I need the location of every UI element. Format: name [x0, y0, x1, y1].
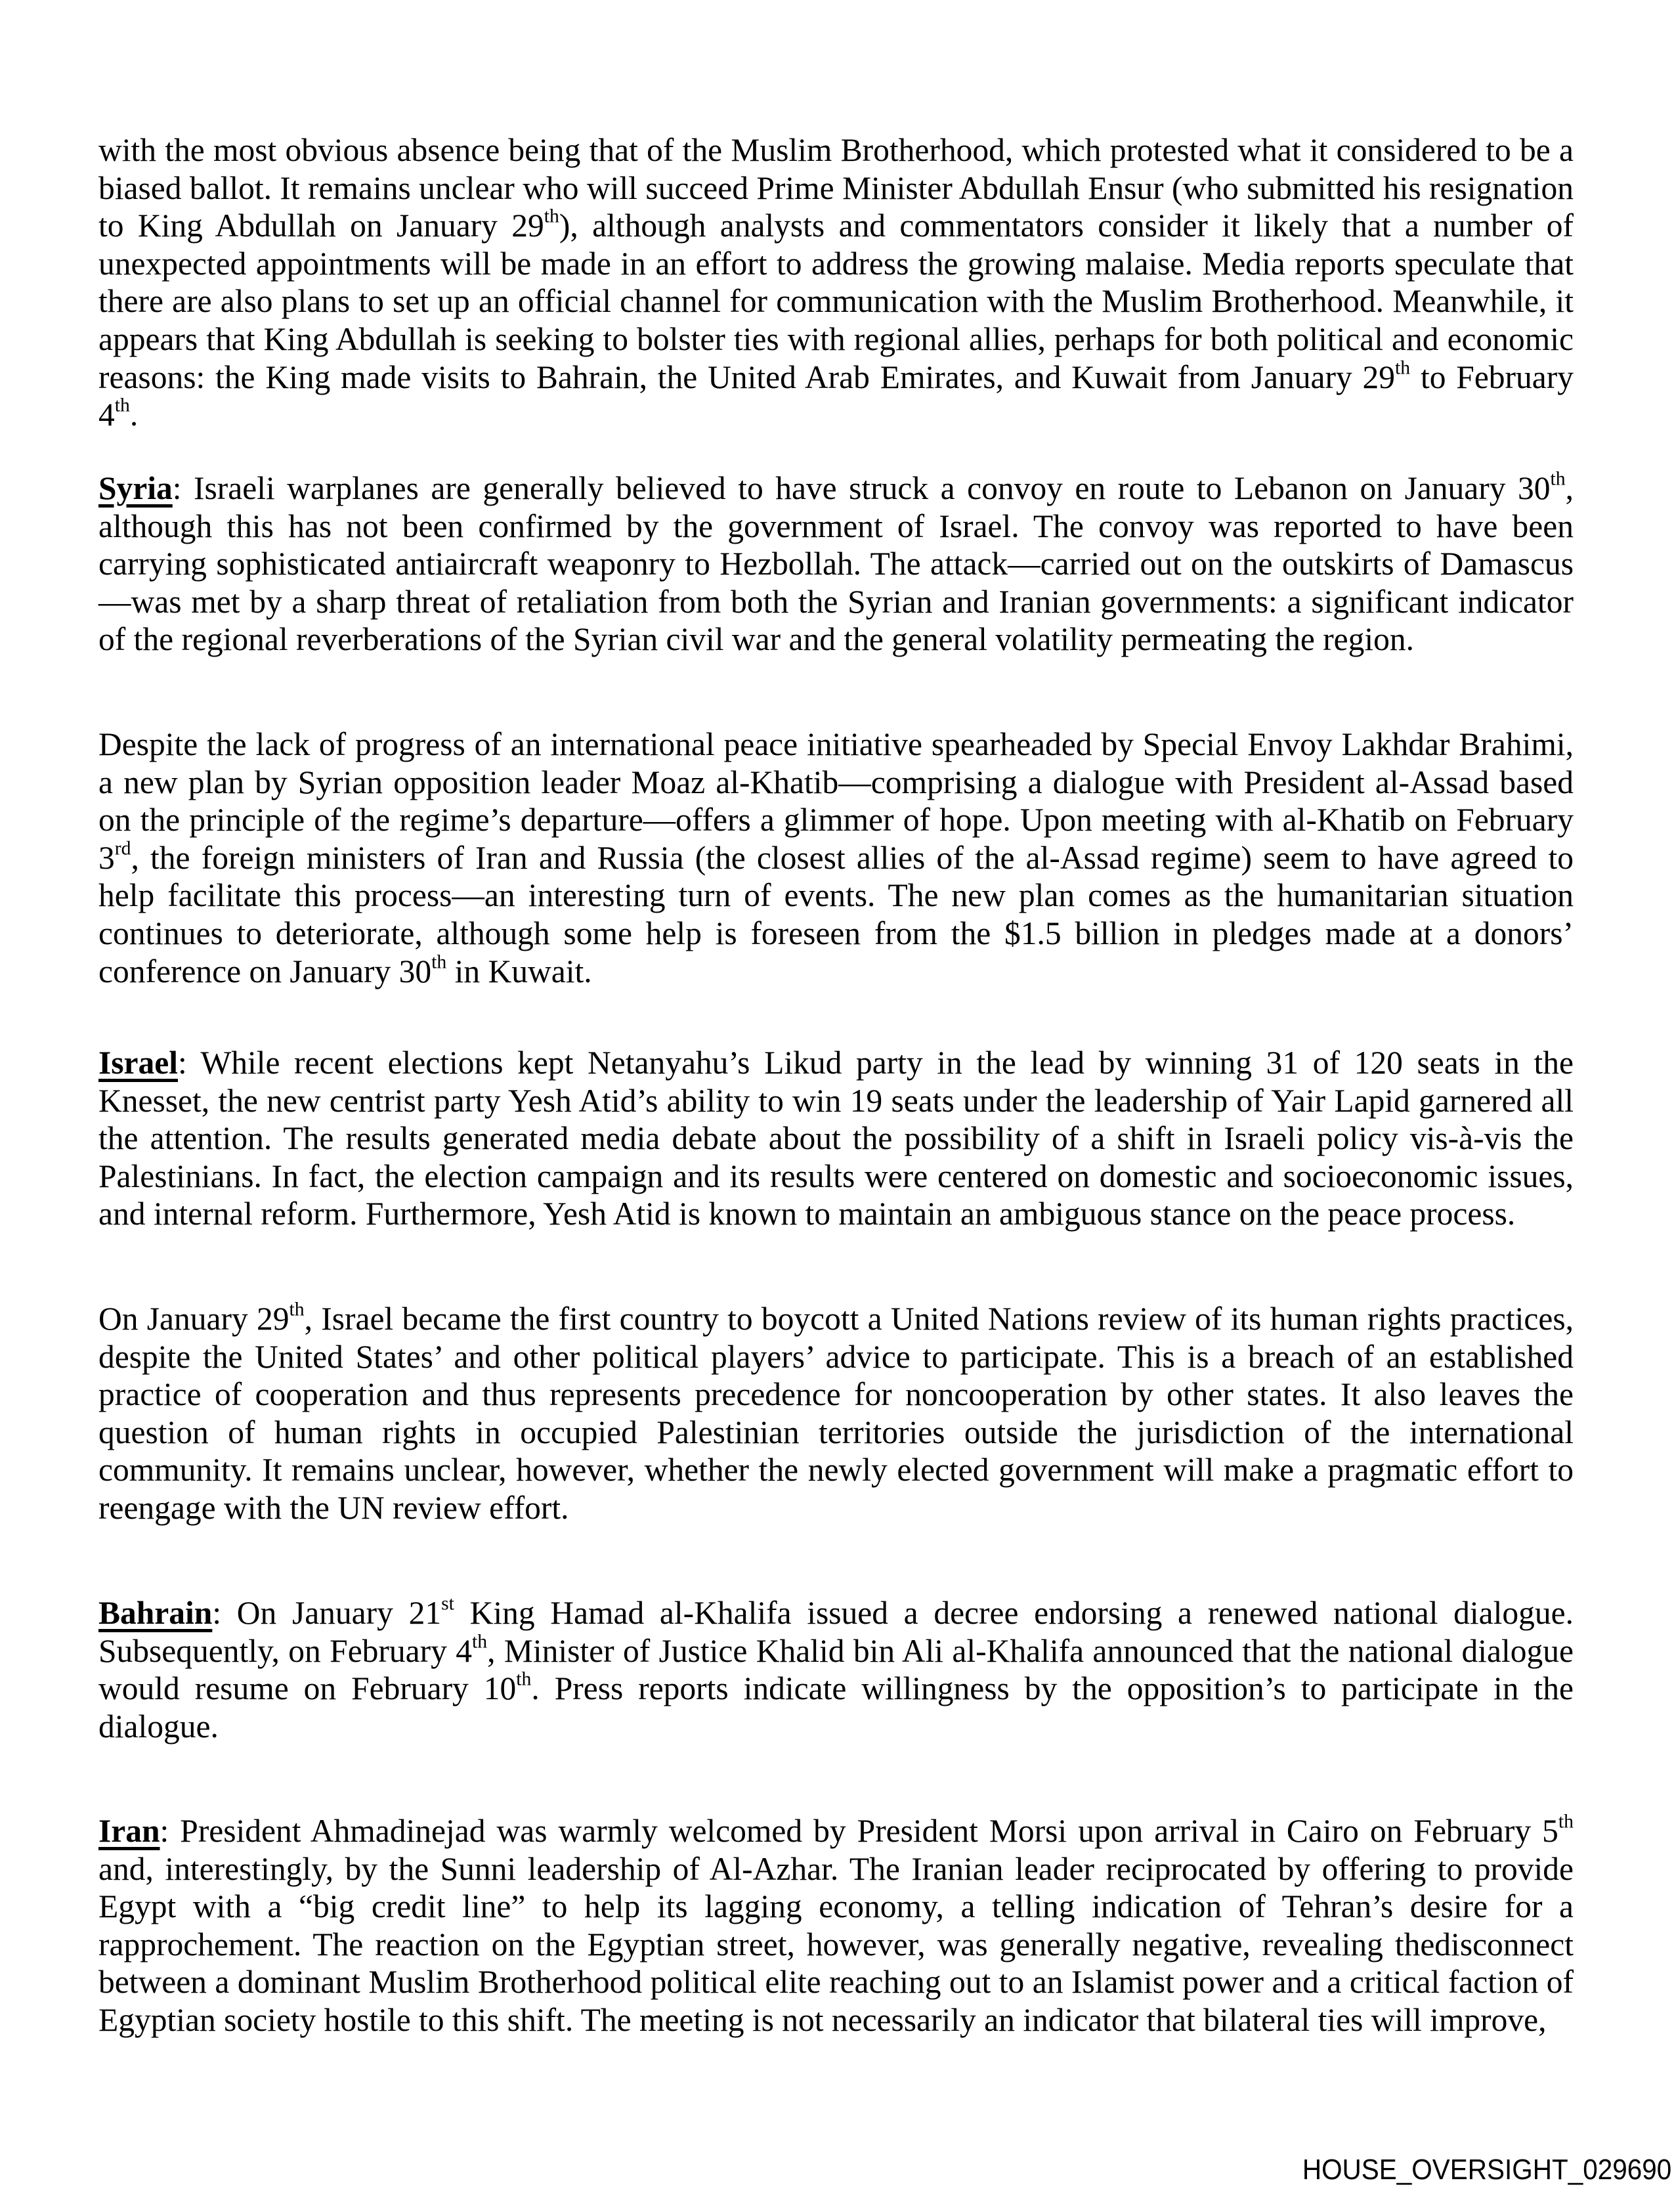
paragraph-text: to February 4: [98, 358, 1574, 433]
paragraph-text: : President Ahmadinejad was warmly welcomed by President Morsi upon arrival in Cairo on February 5: [160, 1813, 1558, 1849]
paragraph-bahrain: [98, 1594, 1574, 1745]
section-heading: Bahrain: [98, 1595, 213, 1631]
paragraph-jordan-continued: [98, 131, 1574, 434]
paragraph-text: Despite the lack of progress of an international peace initiative spearheaded by Special Envoy Lakhdar Brahimi, a new plan by Syrian opposition leader Moaz al-Khatib—comprising a dialogue with President al-Assad based on the principle of the regime’s departure—offers a glimmer of hope. Upon meeting with al-Khatib on February 3: [98, 726, 1574, 876]
paragraph-text: King Hamad al-Khalifa issued a decree endorsing a renewed national dialogue. Subsequently, on February 4: [98, 1595, 1574, 1669]
paragraph-text: in Kuwait.: [446, 953, 592, 989]
bates-number-footer: HOUSE_OVERSIGHT_029690: [1302, 2154, 1672, 2186]
paragraph-text: and, interestingly, by the Sunni leadership of Al-Azhar. The Iranian leader reciprocated by offering to provide Egypt with a “big credit line” to help its lagging economy, a telling indication of Tehran’s desire for a rapprochement. The reaction on the Egyptian street, however, was generally negative, revealing thedisconnect between a dominant Muslim Brotherhood political elite reaching out to an Islamist power and a critical faction of Egyptian society hostile to this shift. The meeting is not necessarily an indicator that bilateral ties will improve,: [98, 1850, 1574, 2038]
paragraph-text: ), although analysts and commentators consider it likely that a number of unexpected appointments will be made in an effort to address the growing malaise. Media reports speculate that there are also plans to set up an official channel for communication with the Muslim Brotherhood. Meanwhile, it appears that King Abdullah is seeking to bolster ties with regional allies, perhaps for both political and economic reasons: the King made visits to Bahrain, the United Arab Emirates, and Kuwait from January 29: [98, 207, 1574, 395]
ordinal-suffix: th: [516, 1668, 532, 1690]
paragraph-text: . Press reports indicate willingness by the opposition’s to participate in the dialogue.: [98, 1670, 1574, 1745]
section-heading: Syria: [98, 470, 173, 506]
ordinal-suffix: th: [1395, 357, 1411, 379]
paragraph-syria-peace-plan: [98, 726, 1574, 990]
ordinal-suffix: st: [441, 1593, 454, 1615]
paragraph-syria: [98, 469, 1574, 659]
ordinal-suffix: rd: [114, 838, 131, 859]
paragraph-text: , although this has not been confirmed by the government of Israel. The convoy was reported to have been carrying sophisticated antiaircraft weaponry to Hezbollah. The attack—carried out on the outskirts of Damascus—was met by a sharp threat of retaliation from both the Syrian and Iranian governments: a significant indicator of the regional reverberations of the Syrian civil war and the general volatility permeating the region.: [98, 470, 1574, 658]
ordinal-suffix: th: [472, 1631, 488, 1653]
paragraph-text: , Israel became the first country to boycott a United Nations review of its human rights practices, despite the United States’ and other political players’ advice to participate. This is a breach of an established practice of cooperation and thus represents precedence for noncooperation by other states. It also leaves the question of human rights in occupied Palestinian territories outside the jurisdiction of the international community. It remains unclear, however, whether the newly elected government will make a pragmatic effort to reengage with the UN review effort.: [98, 1301, 1574, 1526]
ordinal-suffix: th: [1550, 468, 1566, 490]
section-heading: Israel: [98, 1045, 178, 1081]
paragraph-text: , Minister of Justice Khalid bin Ali al-Khalifa announced that the national dialogue would resume on February 10: [98, 1632, 1574, 1707]
paragraph-text: On January 29: [98, 1301, 290, 1337]
ordinal-suffix: th: [431, 951, 447, 973]
ordinal-suffix: th: [114, 395, 130, 416]
paragraph-text: .: [129, 397, 139, 433]
paragraph-text: : While recent elections kept Netanyahu’s Likud party in the lead by winning 31 of 120 seats in the Knesset, the new centrist party Yesh Atid’s ability to win 19 seats under the leadership of Yair Lapid garnered all the attention. The results generated media debate about the possibility of a shift in Israeli policy vis-à-vis the Palestinians. In fact, the election campaign and its results were centered on domestic and socioeconomic issues, and internal reform. Furthermore, Yesh Atid is known to maintain an ambiguous stance on the peace process.: [98, 1045, 1574, 1232]
paragraph-text: : Israeli warplanes are generally believed to have struck a convoy en route to Lebanon on January 30: [172, 470, 1551, 506]
paragraph-text: , the foreign ministers of Iran and Russia (the closest allies of the al-Assad regime) seem to have agreed to help facilitate this process—an interesting turn of events. The new plan comes as the humanitarian situation continues to deteriorate, although some help is foreseen from the $1.5 billion in pledges made at a donors’ conference on January 30: [98, 839, 1574, 989]
paragraph-iran: [98, 1812, 1574, 2039]
ordinal-suffix: th: [289, 1299, 305, 1320]
section-heading: Iran: [98, 1813, 160, 1849]
paragraph-text: : On January 21: [212, 1595, 442, 1631]
ordinal-suffix: th: [1558, 1811, 1574, 1832]
paragraph-israel-un-review: [98, 1300, 1574, 1527]
paragraph-israel: [98, 1044, 1574, 1233]
ordinal-suffix: th: [544, 206, 559, 227]
paragraph-text: with the most obvious absence being that of the Muslim Brotherhood, which protested what it considered to be a biased ballot. It remains unclear who will succeed Prime Minister Abdullah Ensur (who submitted his resignation to King Abdullah on January 29: [98, 132, 1574, 244]
